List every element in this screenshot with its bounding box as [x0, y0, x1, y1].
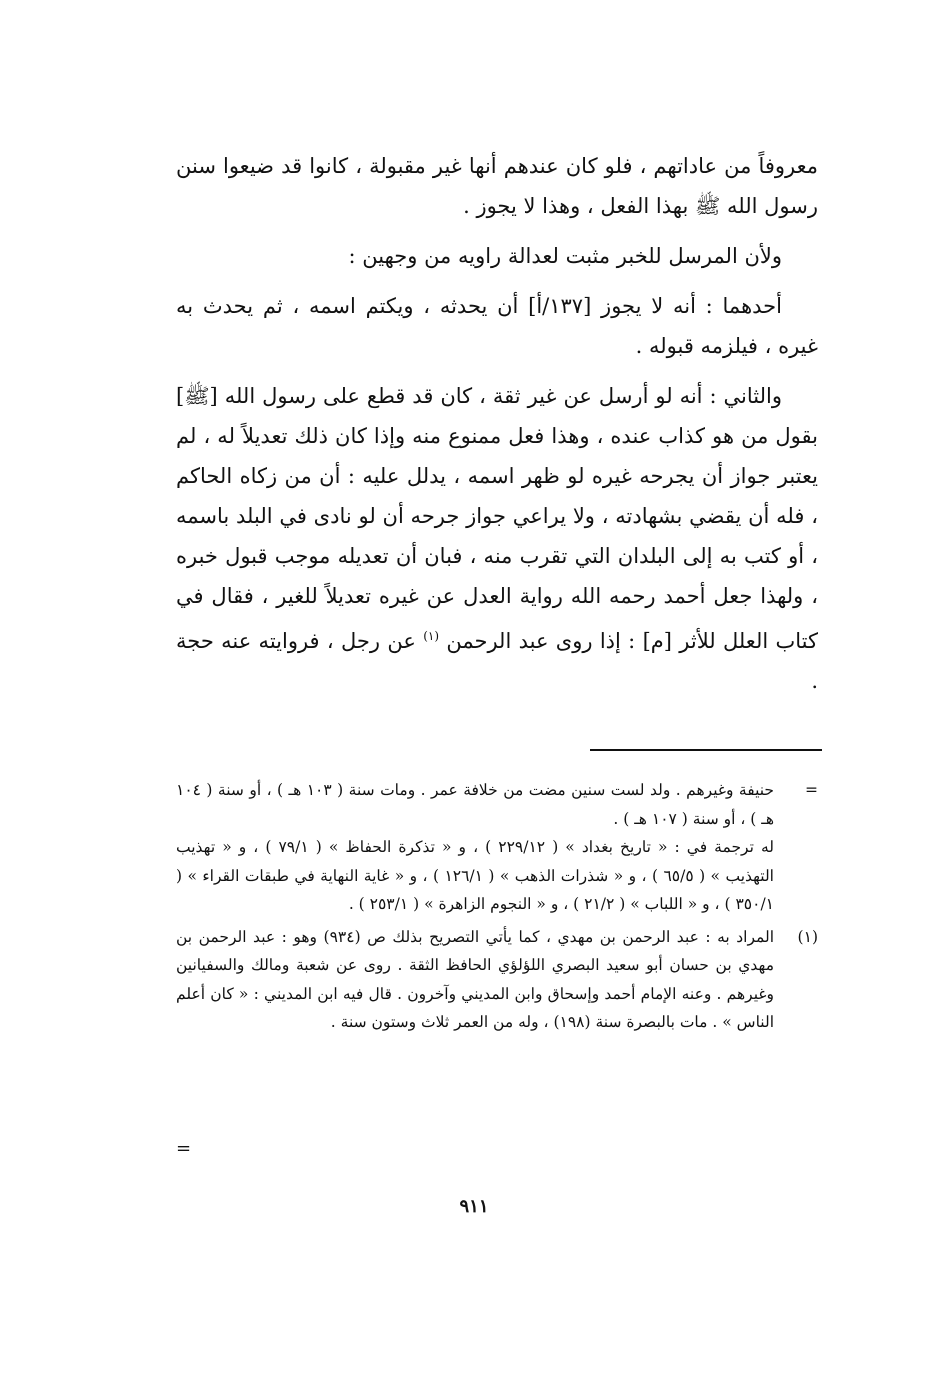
footnote-1-marker: (١): [797, 927, 818, 946]
paragraph-1: معروفاً من عاداتهم ، فلو كان عندهم أنها غير مقبولة ، كانوا قد ضيعوا سنن رسول الله ﷺ بهذا الفعل ، وهذا لا يجوز .: [176, 154, 818, 218]
paragraph-4: [176, 376, 818, 701]
footnote-continuation-line-1: حنيفة وغيرهم . ولد لست سنين مضت من خلافة عمر . ومات سنة ( ١٠٣ هـ ) ، أو سنة ( ١٠٤ هـ ) ، أو سنة ( ١٠٧ هـ ) .: [176, 781, 774, 828]
footnote-continuation: [176, 776, 818, 919]
paragraph-4-tail: عن رجل ، فروايته عنه حجة .: [176, 629, 818, 693]
main-text: [176, 146, 818, 701]
footnote-continuation-marker: =: [805, 781, 818, 799]
footnotes-section: [176, 776, 818, 1041]
footnote-continues-marker: =: [176, 1138, 192, 1159]
footnote-1: [176, 923, 818, 1037]
paragraph-4-body: والثاني : أنه لو أرسل عن غير ثقة ، كان قد قطع على رسول الله [ﷺ] بقول من هو كذاب عنده ، وهذا فعل ممنوع منه وإذا كان ذلك تعديلاً له ، لم يعتبر جواز أن يجرحه غيره لو ظهر اسمه ، يدلل عليه : أن من زكاه الحاكم ، فله أن يقضي بشهادته ، ولا يراعي جواز جرحه أن لو نادى في البلد باسمه ، أو كتب به إلى البلدان التي تقرب منه ، فبان أن تعديله موجب قبول خبره ، ولهذا جعل أحمد رحمه الله رواية العدل عن غيره تعديلاً للغير ، فقال في كتاب العلل للأثر [م] : إذا روى عبد الرحمن: [176, 384, 819, 653]
paragraph-3: أحدهما : أنه لا يجوز [١٣٧/أ] أن يحدثه ، ويكتم اسمه ، ثم يحدث به غيره ، فيلزمه قبوله .: [176, 294, 818, 358]
footnote-1-text: المراد به : عبد الرحمن بن مهدي ، كما يأتي التصريح بذلك ص (٩٣٤) وهو : عبد الرحمن بن مهدي بن حسان أبو سعيد البصري اللؤلؤي الحافظ الثقة . روى عن شعبة ومالك والسفيانين وغيرهم . وعنه الإمام أحمد وإسحاق وابن المديني وآخرون . قال فيه ابن المديني : « كان أعلم الناس » . مات بالبصرة سنة (١٩٨) ، وله من العمر ثلاث وستون سنة .: [176, 927, 774, 1031]
page-number: ٩١١: [459, 1196, 489, 1217]
paragraph-2: ولأن المرسل للخبر مثبت لعدالة راويه من وجهين :: [348, 244, 782, 268]
footnote-continuation-line-2: له ترجمة في : « تاريخ بغداد » ( ٢٢٩/١٢ ) ، و « تذكرة الحفاظ » ( ٧٩/١ ) ، و « تهذيب التهذيب » ( ٦٥/٥ ) ، و « شذرات الذهب » ( ١٢٦/١ ) ، و « غاية النهاية في طبقات القراء » ( ٣٥٠/١ ) ، و « اللباب » ( ٢١/٢ ) ، و « النجوم الزاهرة » ( ٢٥٣/١ ) .: [176, 838, 775, 913]
footnote-reference-1: (١): [423, 629, 440, 643]
footnote-divider: [590, 749, 822, 751]
